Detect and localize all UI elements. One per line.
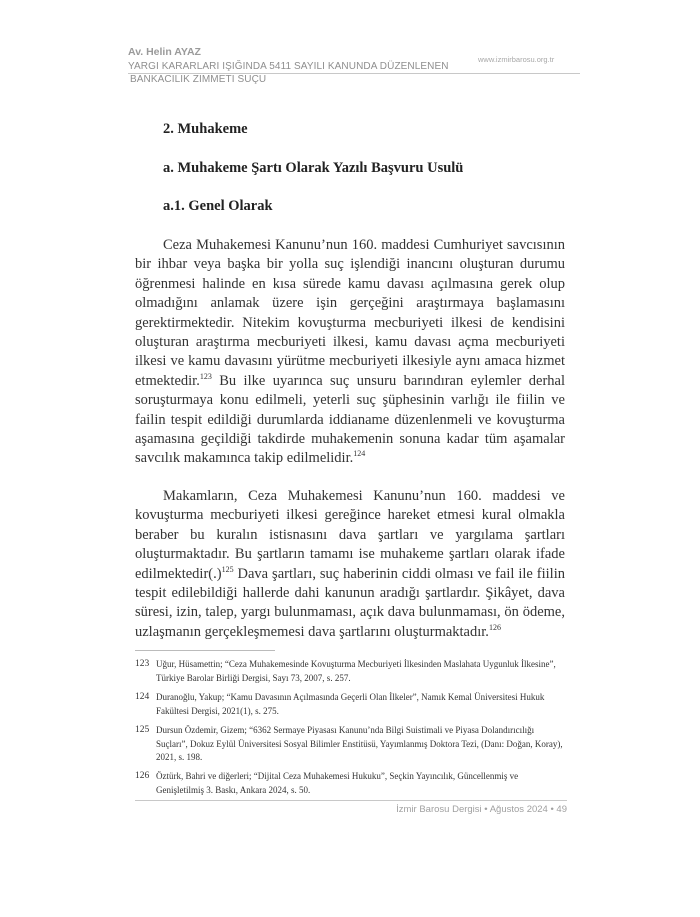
footnote-text: Dursun Özdemir, Gizem; “6362 Sermaye Piyasası Kanunu’nda Bilgi Suistimali ve Piyasa Dolandırıcılığı Suçları”, Dokuz Eylül Üniversitesi Sosyal Bilimler Enstitüsü, Yayımlanmış Doktora Tezi, (Danı: Doğan, Koray), 2021, s. 198. — [156, 725, 563, 763]
footer-divider — [135, 800, 567, 801]
footnote-item — [135, 691, 567, 718]
header-author: Av. Helin AYAZ — [128, 46, 201, 58]
header-title-line-2: BANKACILIK ZİMMETİ SUÇU — [130, 74, 267, 85]
footnote-ref-123[interactable]: 123 — [199, 372, 212, 382]
footnote-number: 125 — [135, 725, 150, 735]
footnote-text: Duranoğlu, Yakup; “Kamu Davasının Açılmasında Geçerli Olan İlkeler”, Namık Kemal Üniversitesi Hukuk Fakültesi Dergisi, 2021(1), s. 275. — [156, 692, 545, 716]
footnote-number: 123 — [135, 659, 150, 669]
header-title-line-1: YARGI KARARLARI IŞIĞINDA 5411 SAYILI KANUNDA DÜZENLENEN — [128, 61, 449, 72]
footnote-number: 126 — [135, 771, 150, 781]
body-paragraph-2 — [135, 487, 565, 642]
paragraph-2-text-b: Dava şartları, suç haberinin ciddi olması ve fail ile fiilin tespit edilebildiği hallerde dahi kanunun aradığı şartlardır. Şikâyet, dava süresi, izin, talep, yargı bulunmaması, açık dava bulunmaması, ön ödeme, uzlaşmanın gerçekleşmemesi dava şartlarını oluşturmaktadır. — [135, 565, 565, 640]
footnote-item — [135, 658, 567, 685]
sub-subsection-heading: a.1. Genel Olarak — [163, 198, 273, 214]
paragraph-1-text-a: Ceza Muhakemesi Kanunu’nun 160. maddesi Cumhuriyet savcısının bir ihbar veya başka bir yolla suç işlendiği inancını oluşturan durumu öğrenmesi halinde en kısa sürede kamu davası açılmasına gerek olup olmadığını anlamak üzere işin gerçeğini araştırmaya başlamasını gerektirmektedir. Nitekim kovuşturma mecburiyeti ilkesi de kendisini oluşturan araştırma mecburiyeti ilkesi, kamu davası açma mecburiyeti ilkesi ve kamu davasını yürütme mecburiyeti ilkesiyle aynı amaca hizmet etmektedir. — [135, 237, 565, 389]
section-heading: 2. Muhakeme — [163, 121, 248, 137]
subsection-heading: a. Muhakeme Şartı Olarak Yazılı Başvuru Usulü — [163, 160, 464, 176]
header-website: www.izmirbarosu.org.tr — [478, 55, 555, 64]
paragraph-2-text-a: Makamların, Ceza Muhakemesi Kanunu’nun 160. maddesi ve kovuşturma mecburiyeti ilkesi gereğince hareket etmesi kural olmakla beraber bu kuralın istisnasını dava şartları ve yargılama şartları oluşturmaktadır. Bu şartların tamamı ise muhakeme şartları olarak ifade edilmektedir(.) — [135, 488, 565, 582]
footer-journal-page: İzmir Barosu Dergisi • Ağustos 2024 • 49 — [396, 804, 567, 815]
paragraph-1-text-b: Bu ilke uyarınca suç unsuru barındıran eylemler derhal soruşturmaya konu edilmeli, yeterli suç şüphesinin varlığı ile fiilin ve failin tespit edildiği durumlarda iddianame düzenlenmeli ve kovuşturma aşamasına geçildiği takdirde muhakemenin sonuna kadar tüm aşamalar savcılık makamınca takip edilmelidir. — [135, 372, 565, 467]
footnote-number: 124 — [135, 692, 150, 702]
footnote-ref-125[interactable]: 125 — [221, 564, 234, 574]
header-divider — [128, 73, 580, 74]
footnote-ref-124[interactable]: 124 — [353, 449, 366, 459]
footnote-ref-126[interactable]: 126 — [488, 623, 501, 633]
footnote-text: Öztürk, Bahri ve diğerleri; “Dijital Ceza Muhakemesi Hukuku”, Seçkin Yayıncılık, Güncellenmiş ve Genişletilmiş 3. Baskı, Ankara 2024, s. 50. — [156, 771, 519, 795]
footnote-item — [135, 724, 567, 765]
footnote-item — [135, 770, 567, 797]
footnote-text: Uğur, Hüsamettin; “Ceza Muhakemesinde Kovuşturma Mecburiyeti İlkesinden Maslahata Uygunluk İlkesine”, Türkiye Barolar Birliği Dergisi, Sayı 73, 2007, s. 257. — [156, 659, 556, 683]
footnote-divider — [135, 650, 275, 651]
body-paragraph-1 — [135, 236, 565, 469]
